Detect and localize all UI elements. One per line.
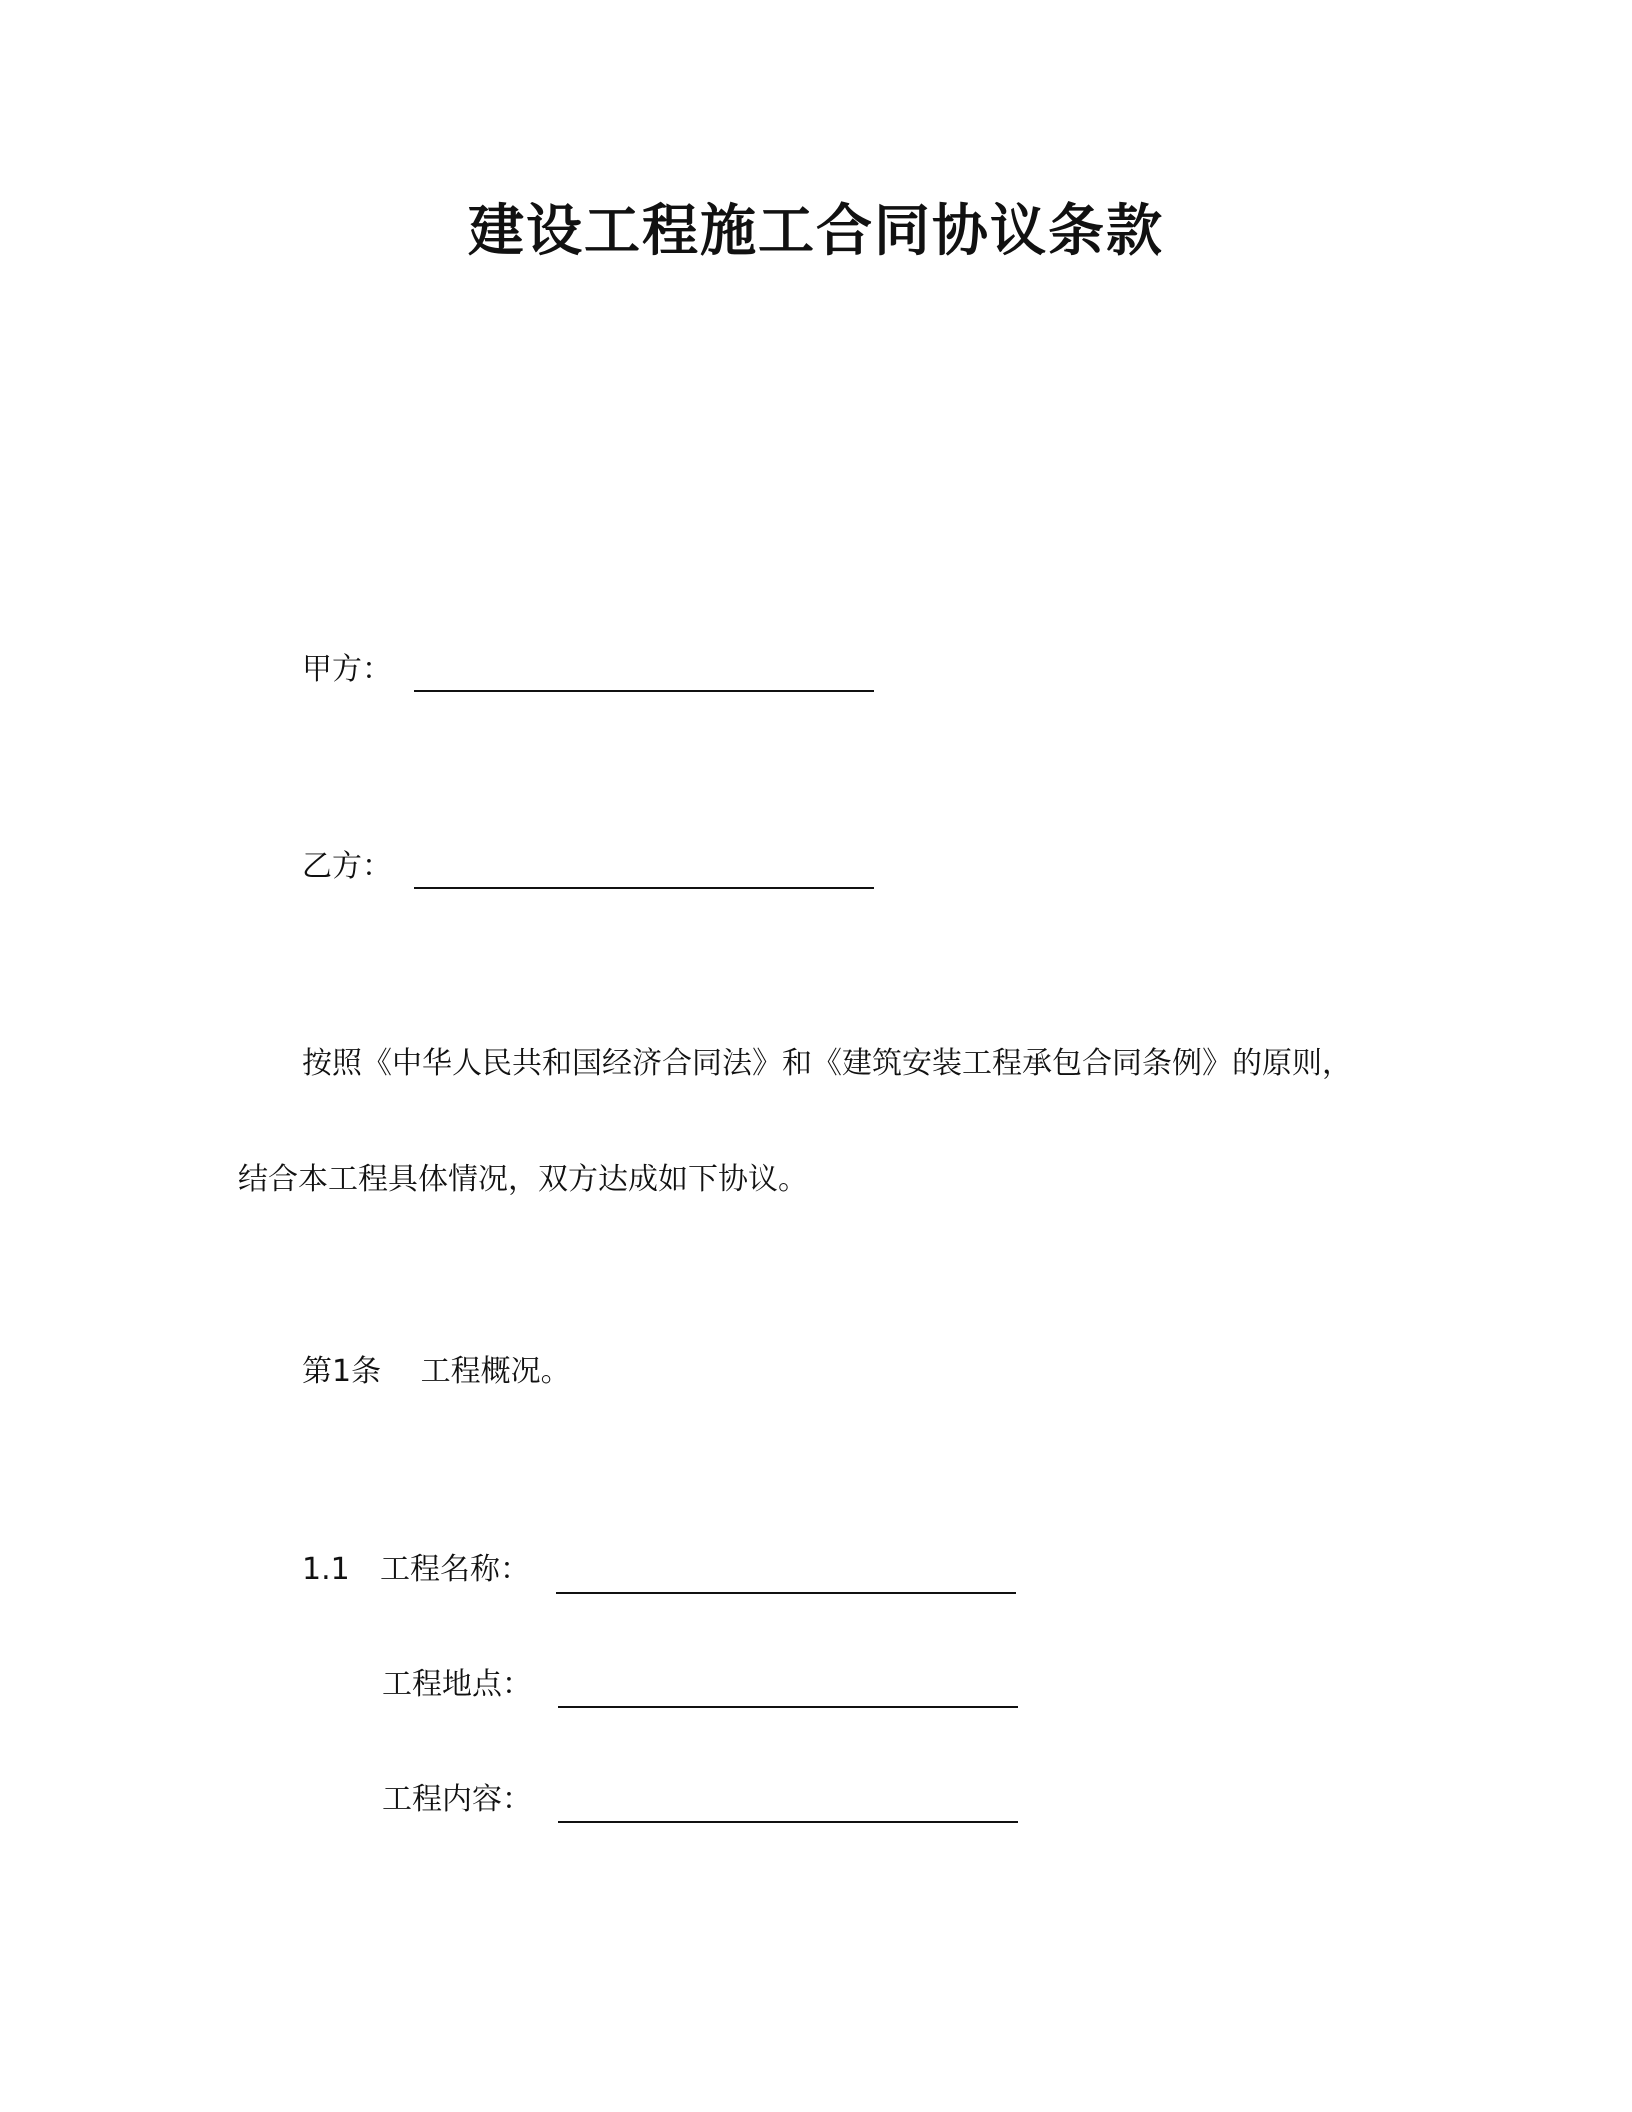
- party-a-blank[interactable]: [414, 690, 874, 692]
- item-1-1-number: 1.1: [302, 1552, 350, 1587]
- article-1-heading: 第1条 工程概况。: [302, 1354, 571, 1389]
- project-location-label: 工程地点：: [382, 1667, 532, 1702]
- project-content-blank[interactable]: [558, 1821, 1018, 1823]
- intro-paragraph-line-2: 结合本工程具体情况，双方达成如下协议。: [238, 1162, 808, 1197]
- party-b-label: 乙方：: [302, 849, 392, 884]
- project-location-blank[interactable]: [558, 1706, 1018, 1708]
- party-a-label: 甲方：: [302, 652, 392, 687]
- project-name-blank[interactable]: [556, 1592, 1016, 1594]
- project-content-label: 工程内容：: [382, 1782, 532, 1817]
- intro-paragraph-line-1: 按照《中华人民共和国经济合同法》和《建筑安装工程承包合同条例》的原则，: [302, 1046, 1352, 1081]
- party-b-blank[interactable]: [414, 887, 874, 889]
- project-name-label: 工程名称：: [380, 1552, 530, 1587]
- document-title: 建设工程施工合同协议条款: [468, 199, 1164, 264]
